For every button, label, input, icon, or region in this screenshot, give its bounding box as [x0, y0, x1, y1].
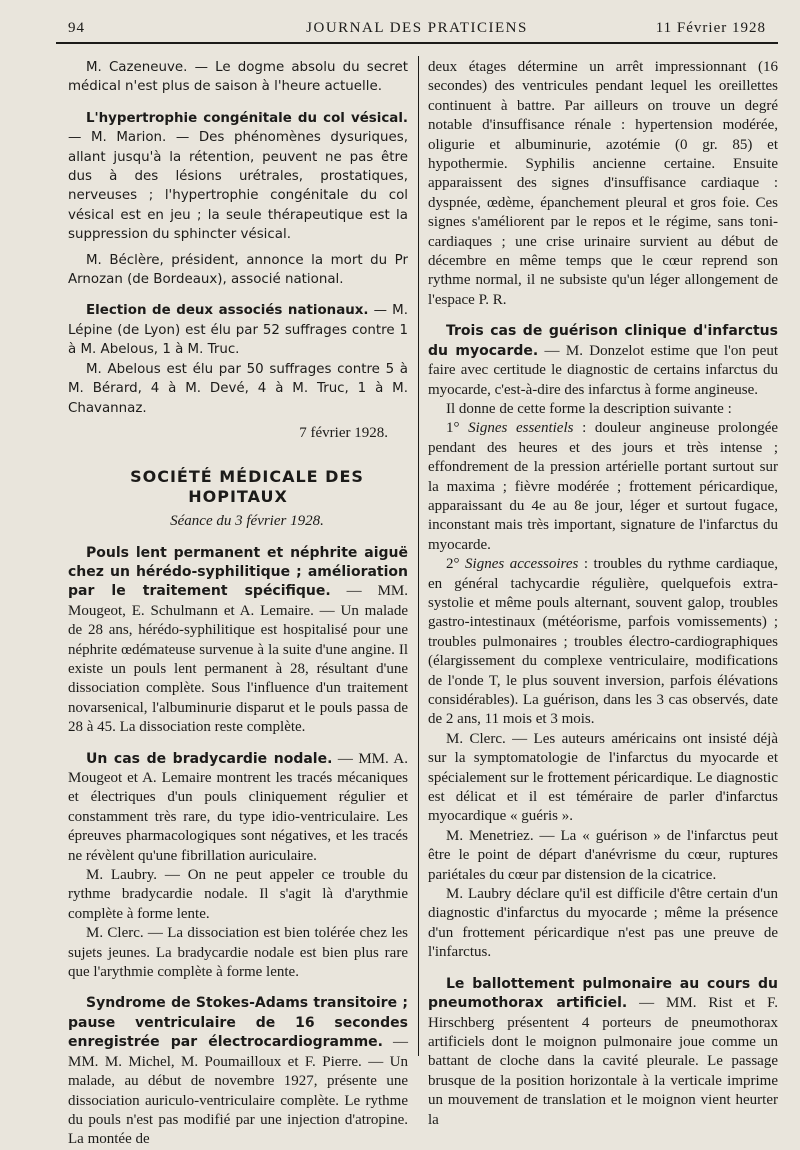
paragraph: 1° Signes essentiels : douleur angineuse prolongée pendant des heures et des jours et très intense ; effondrement de la pression artérielle portant surtout sur la maxima ; fièvre modérée ; frottement péricardique, apparaissant du 4e au 8e jour, léger et surtout fugace, inconstant mais très important, signature de l'infarctus du myocarde. [428, 420, 779, 553]
item-heading: L'hypertrophie congénitale du col vésical. [86, 110, 408, 126]
item-heading: Le ballottement pulmonaire au cours du pneumothorax artificiel. [428, 975, 778, 1012]
item-heading: Election de deux associés nationaux. [86, 303, 369, 319]
paragraph: M. Béclère, président, annonce la mort du Pr Arnozan (de Bordeaux), associé national. [68, 252, 408, 288]
item-heading: Trois cas de guérison clinique d'infarctus du myocarde. [428, 323, 778, 359]
page-header [56, 14, 778, 36]
left-column [68, 58, 408, 1150]
paragraph: M. Abelous est élu par 50 suffrages contre 5 à M. Bérard, 4 à M. Devé, 4 à M. Truc, 1 à M. Chavannaz. [68, 361, 408, 416]
paragraph: Syndrome de Stokes-Adams transitoire ; pause ventriculaire de 16 secondes enregistrée par électrocardiogramme. — MM. M. Michel, M. Poumailloux et F. Pierre. — Un malade, au début de novembre 1927, présente une dissociation auriculo-ventriculaire complète. Le rythme du pouls n'est pas modifié par une injection d'atropine. La montée de [68, 995, 409, 1148]
paragraph: M. Clerc. — La dissociation est bien tolérée chez les sujets jeunes. La bradycardie nodale est bien plus rare que l'arythmie complète à forme lente. [68, 925, 408, 981]
page-number: 94 [68, 20, 85, 36]
paragraph: Le ballottement pulmonaire au cours du pneumothorax artificiel. — MM. Rist et F. Hirschberg présentent 4 porteurs de pneumothorax artificiels dont le moignon pulmonaire joue comme un battant de cloche dans la cavité pleurale. Le passage brusque de la position horizontale à la verticale imprime un mouvement de translation et le moignon vient heurter la [428, 975, 778, 1128]
item-heading: Syndrome de Stokes-Adams transitoire ; pause ventriculaire de 16 secondes enregistrée par électrocardiogramme. [68, 995, 408, 1051]
column-divider [418, 56, 419, 1056]
journal-title: JOURNAL DES PRATICIENS [306, 20, 528, 36]
header-rule [56, 42, 778, 44]
paragraph: M. Menetriez. — La « guérison » de l'infarctus peut être le point de départ d'anévrisme du cœur, ruptures pariétales du cœur par distension de la cicatrice. [428, 827, 778, 883]
item-heading: Un cas de bradycardie nodale. [86, 750, 333, 767]
paragraph: 2° Signes accessoires : troubles du rythme cardiaque, en général tachycardie régulière, quelquefois extra-systolie et même pouls alternant, souvent galop, troubles gastro-intestinaux (météorisme, parfois vomissements) ; troubles pulmonaires ; troubles électro-cardiographiques (élargissement du complexe ventriculaire, modifications de l'onde T, le plus souvent inversion, parfois élévations considérables). La guérison, dans les 3 cas observés, date de 2 ans, 11 mois et 3 mois. [428, 556, 778, 728]
paragraph: Un cas de bradycardie nodale. — MM. A. Mougeot et A. Lemaire montrent les tracés mécaniques et électriques d'un pouls cliniquement régulier et constamment très rare, du type idio-ventriculaire. Les épreuves pharmacologiques sont négatives, et les tracés ne révèlent qu'une fibrillation auriculaire. [68, 750, 408, 864]
paragraph: M. Cazeneuve. — Le dogme absolu du secret médical n'est plus de saison à l'heure actuelle. [68, 60, 408, 95]
paragraph: M. Clerc. — Les auteurs américains ont insisté déjà sur la symptomatologie de l'infarctus du myocarde et spécialement sur le frottement péricardique. Le diagnostic est délicat et il est téméraire de parler d'infarctus myocardique « guéris ». [428, 730, 778, 825]
paragraph: deux étages détermine un arrêt impressionnant (16 secondes) des ventricules pendant lequel les oreillettes continuent à battre. Par ailleurs on trouve un degré notable d'insuffisance rénale : hypertension modérée, oligurie et albuminurie, azotémie (0 gr. 85) et hypothermie. Syphilis ancienne certaine. Ensuite apparaissent des signes d'insuffisance cardiaque : dyspnée, œdème, épanchement pleural et gros foie. Ces signes s'améliorent par le repos et le régime, sans toni-cardiaques ; une crise urinaire survient au début de décembre en même temps que le cœur reprend son rythme normal, il ne subsiste qu'un léger allongement de l'espace P. R. [428, 59, 778, 308]
section-title: SOCIÉTÉ MÉDICALE DES HOPITAUX [130, 467, 364, 506]
signature-date: 7 février 1928. [299, 424, 388, 441]
paragraph: M. Laubry déclare qu'il est difficile d'être certain d'un diagnostic d'infarctus du myocarde ; même la présence d'un frottement péricardique n'est pas une preuve de l'infarctus. [428, 886, 778, 961]
item-heading: Pouls lent permanent et néphrite aiguë chez un hérédo-syphilitique ; amélioration par le traitement spécifique. [68, 544, 408, 600]
italic-label: Signes accessoires [465, 556, 579, 573]
paragraph: M. Laubry. — On ne peut appeler ce trouble du rythme bradycardie nodale. Il s'agit là d'arythmie complète à forme lente. [68, 867, 408, 922]
session-date: Séance du 3 février 1928. [170, 513, 324, 530]
paragraph: Trois cas de guérison clinique d'infarctus du myocarde. — M. Donzelot estime que l'on peut faire avec certitude le diagnostic de certains infarctus du myocarde, c'est-à-dire des infarctus à forme angineuse. [428, 323, 778, 398]
issue-date: 11 Février 1928 [655, 20, 766, 36]
paragraph: L'hypertrophie congénitale du col vésical. — M. Marion. — Des phénomènes dysuriques, allant jusqu'à la rétention, peuvent ne pas être dus à des lésions urétrales, prostatiques, nerveuses ; l'hypertrophie congénitale du col vésical est en jeu ; la seule thérapeutique est la suppression du sphincter vésical. [68, 110, 408, 243]
paragraph: Pouls lent permanent et néphrite aiguë chez un hérédo-syphilitique ; amélioration par le traitement spécifique. — MM. Mougeot, E. Schulmann et A. Lemaire. — Un malade de 28 ans, hérédo-syphilitique est hospitalisé pour une néphrite œdémateuse survenue à la suite d'une angine. Il existe un pouls lent permanent à 28, résultant d'une dissociation complète. Sous l'influence d'un traitement novarsenical, l'albuminurie disparut et le pouls passa de 28 à 45. La dissociation reste complète. [68, 544, 408, 736]
paragraph: Election de deux associés nationaux. — M. Lépine (de Lyon) est élu par 52 suffrages contre 1 à M. Abelous, 1 à M. Truc. [68, 303, 408, 358]
italic-label: Signes essentiels [468, 420, 574, 437]
paragraph: Il donne de cette forme la description suivante : [446, 400, 732, 417]
right-column [428, 58, 778, 1130]
